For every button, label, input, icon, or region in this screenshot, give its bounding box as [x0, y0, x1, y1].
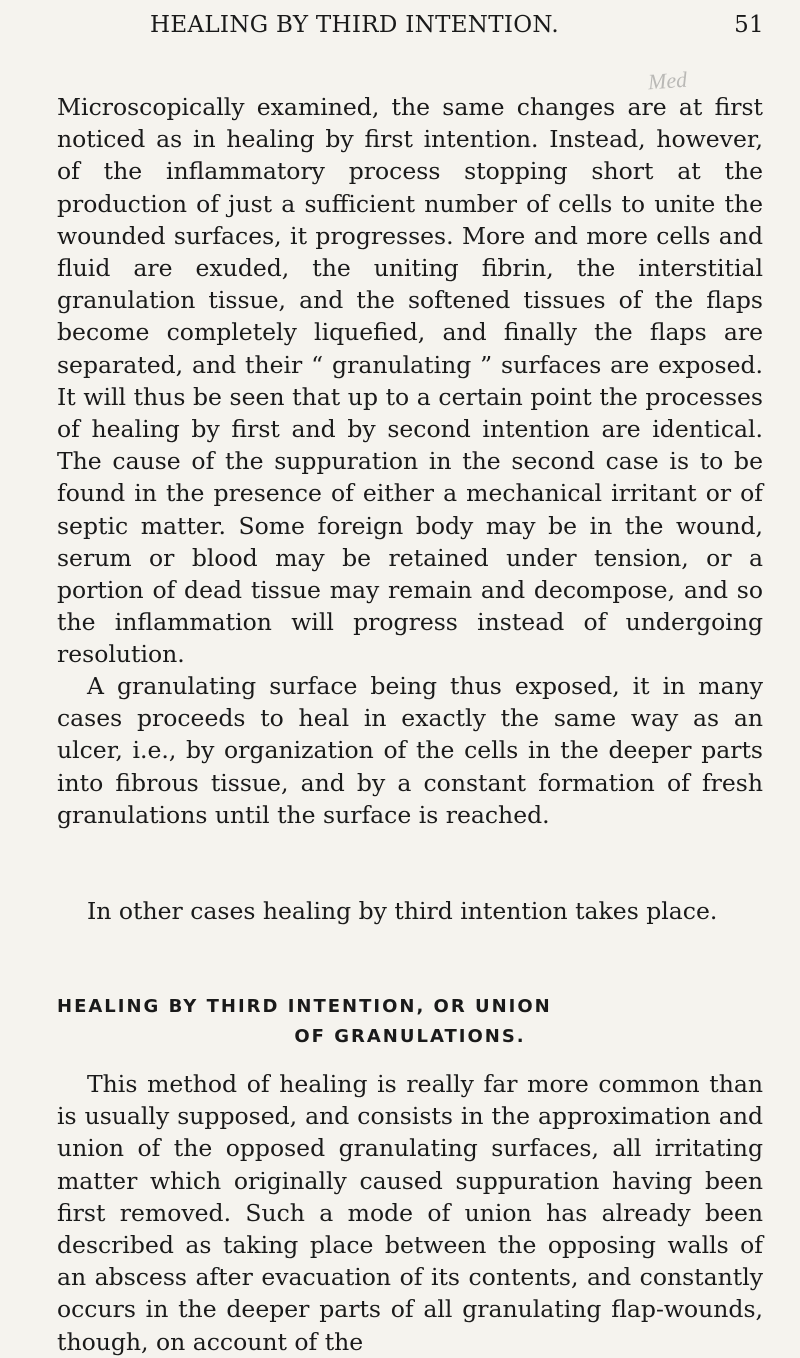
paragraph-text: Microscopically examined, the same changes are at first noticed as in healing by first intention. Instead, however, of the inflammatory process stopping short at the production of just a sufficient number of cells to unite the wounded surfaces, it progresses. More and more cells and fluid are exuded, the uniting fibrin, the interstitial granulation tissue, and the softened tissues of the flaps become completely liquefied, and finally the flaps are separated, and their “ granulating ” surfaces are exposed. It will thus be seen that up to a certain point the processes of healing by first and by second intention are identical. The cause of the suppuration in the second case is to be found in the presence of either a mechanical irritant or of septic matter. Some foreign body may be in the wound, serum or blood may be retained under tension, or a portion of dead tissue may remain and decompose, and so the inflammation will progress instead of undergoing resolution.	[57, 93, 763, 669]
paragraph-text: A granulating surface being thus exposed, it in many cases proceeds to heal in exactly the same way as an ulcer, i.e., by organization of the cells in the deeper parts into fibrous tissue, and by a constant formation of fresh granulations until the surface is reached.	[57, 672, 763, 829]
page-number: 51	[734, 12, 764, 38]
section-heading-line-1: HEALING BY THIRD INTENTION, OR UNION	[57, 996, 552, 1017]
section-paragraph	[57, 1068, 763, 1358]
running-head	[150, 6, 764, 46]
library-stamp: Med	[647, 66, 688, 95]
running-head-title: HEALING BY THIRD INTENTION.	[150, 12, 559, 38]
paragraph-text: In other cases healing by third intention takes place.	[87, 897, 718, 925]
paragraph-3	[57, 895, 763, 927]
paragraph-1	[57, 91, 763, 671]
paragraph-2	[57, 670, 763, 831]
section-heading-line-2: OF GRANULATIONS.	[294, 1026, 526, 1047]
section-heading	[57, 992, 763, 1052]
paragraph-text: This method of healing is really far more common than is usually supposed, and consists in the approximation and union of the opposed granulating surfaces, all irritating matter which originally caused suppuration having been first removed. Such a mode of union has already been described as taking place between the opposing walls of an abscess after evacuation of its contents, and constantly occurs in the deeper parts of all granulating flap-wounds, though, on account of the	[57, 1070, 763, 1356]
